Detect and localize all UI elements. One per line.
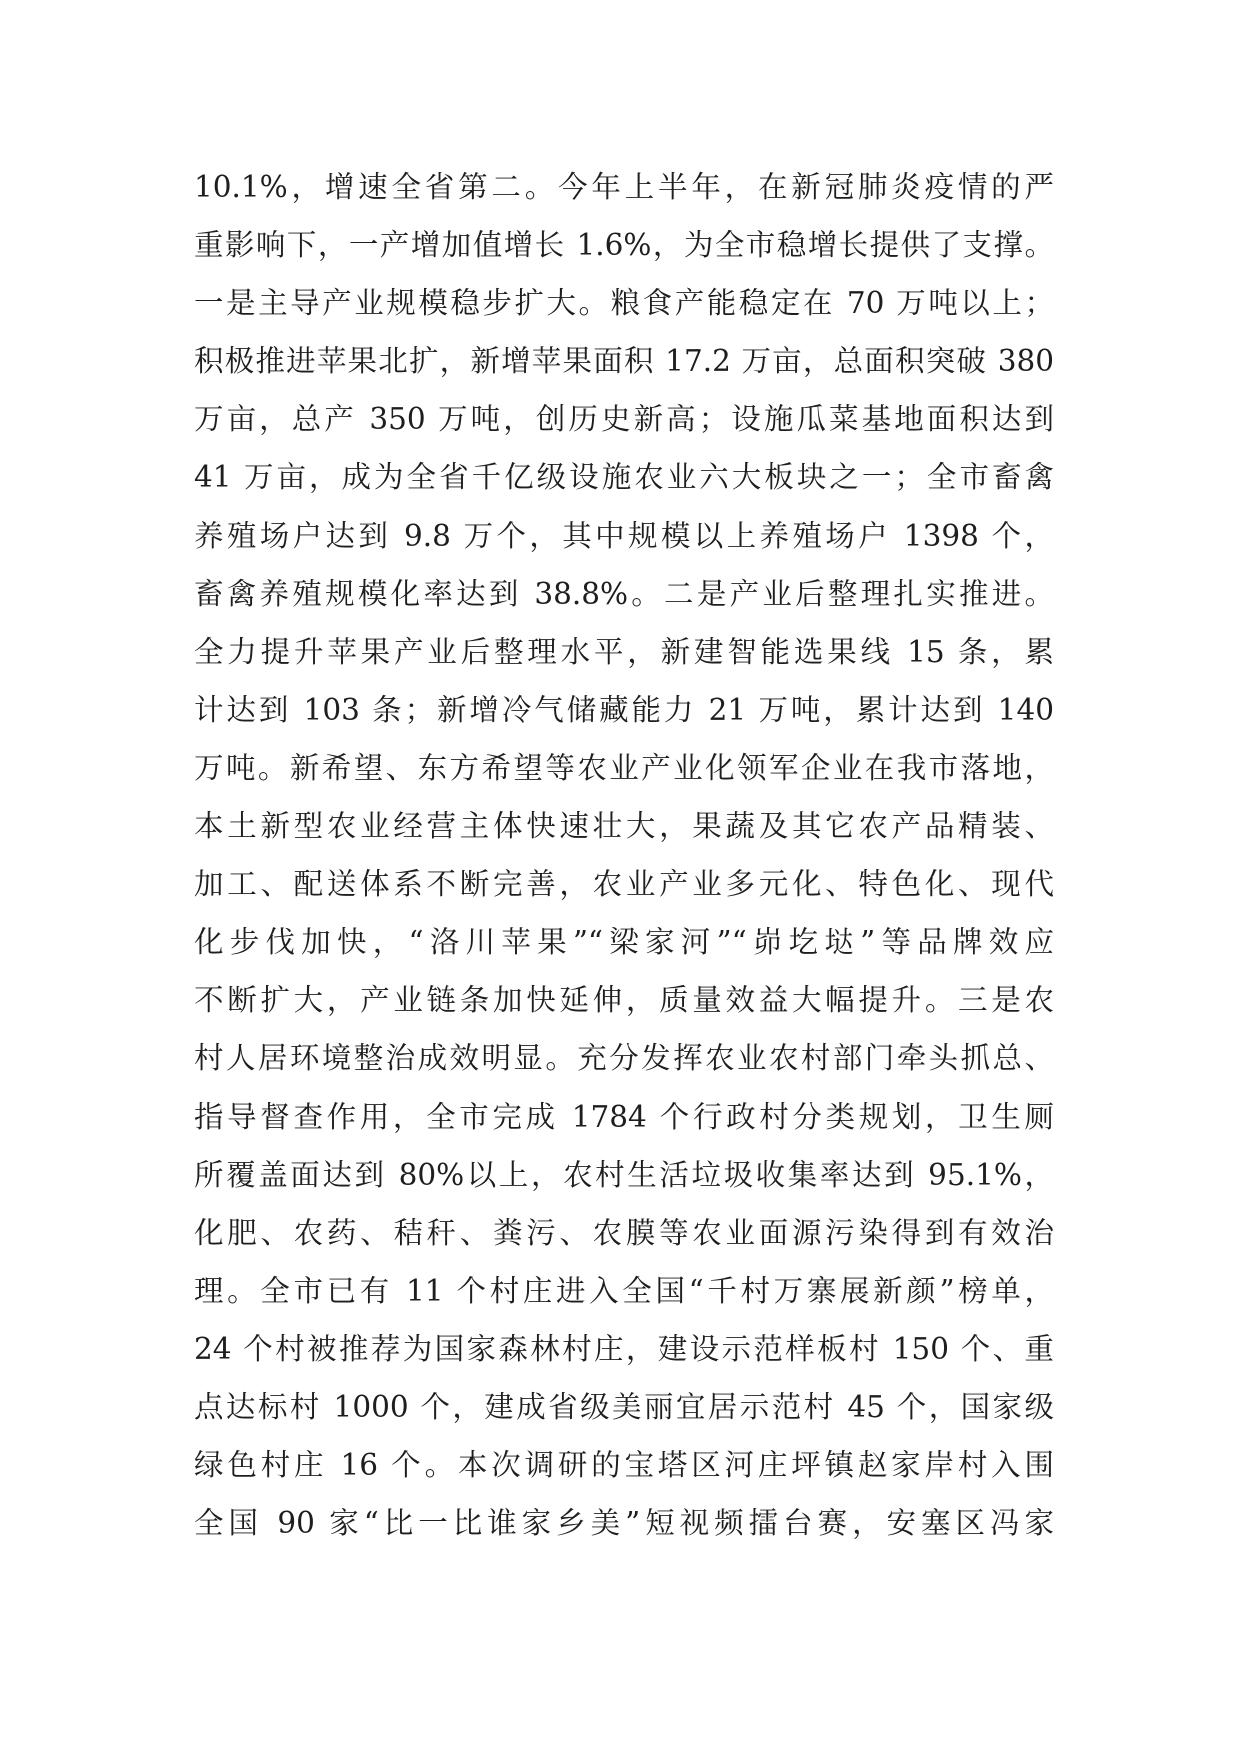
text-line: 积极推进苹果北扩，新增苹果面积 17.2 万亩，总面积突破 380: [194, 344, 1054, 379]
text-line: 24 个村被推荐为国家森林村庄，建设示范样板村 150 个、重: [194, 1331, 1054, 1366]
text-line: 一是主导产业规模稳步扩大。粮食产能稳定在 70 万吨以上；: [194, 286, 1054, 321]
body-text: [194, 158, 1054, 1552]
text-line: 点达标村 1000 个，建成省级美丽宜居示范村 45 个，国家级: [194, 1389, 1054, 1424]
text-line: 畜禽养殖规模化率达到 38.8%。二是产业后整理扎实推进。: [194, 576, 1054, 611]
text-line: 村人居环境整治成效明显。充分发挥农业农村部门牵头抓总、: [194, 1041, 1054, 1076]
text-line: 全国 90 家“比一比谁家乡美”短视频擂台赛，安塞区冯家: [194, 1506, 1054, 1541]
text-line: 全力提升苹果产业后整理水平，新建智能选果线 15 条，累: [194, 634, 1054, 669]
text-line: 化步伐加快，“洛川苹果”“梁家河”“峁圪垯”等品牌效应: [194, 925, 1054, 960]
text-line: 养殖场户达到 9.8 万个，其中规模以上养殖场户 1398 个，: [194, 518, 1054, 553]
text-line: 指导督查作用，全市完成 1784 个行政村分类规划，卫生厕: [194, 1099, 1054, 1134]
text-line: 本土新型农业经营主体快速壮大，果蔬及其它农产品精装、: [194, 809, 1054, 844]
text-line: 10.1%，增速全省第二。今年上半年，在新冠肺炎疫情的严: [194, 170, 1054, 204]
text-line: 绿色村庄 16 个。本次调研的宝塔区河庄坪镇赵家岸村入围: [194, 1448, 1054, 1483]
text-line: 加工、配送体系不断完善，农业产业多元化、特色化、现代: [194, 867, 1054, 902]
text-line: 计达到 103 条；新增冷气储藏能力 21 万吨，累计达到 140: [194, 692, 1054, 727]
text-line: 所覆盖面达到 80%以上，农村生活垃圾收集率达到 95.1%，: [194, 1157, 1054, 1192]
text-line: 不断扩大，产业链条加快延伸，质量效益大幅提升。三是农: [194, 983, 1054, 1018]
text-line: 化肥、农药、秸秆、粪污、农膜等农业面源污染得到有效治: [194, 1215, 1054, 1250]
text-line: 重影响下，一产增加值增长 1.6%，为全市稳增长提供了支撑。: [194, 228, 1054, 263]
text-line: 万亩，总产 350 万吨，创历史新高；设施瓜菜基地面积达到: [194, 402, 1054, 437]
text-line: 万吨。新希望、东方希望等农业产业化领军企业在我市落地，: [194, 750, 1054, 785]
text-line: 理。全市已有 11 个村庄进入全国“千村万寨展新颜”榜单，: [194, 1273, 1054, 1308]
text-line: 41 万亩，成为全省千亿级设施农业六大板块之一；全市畜禽: [194, 460, 1054, 495]
